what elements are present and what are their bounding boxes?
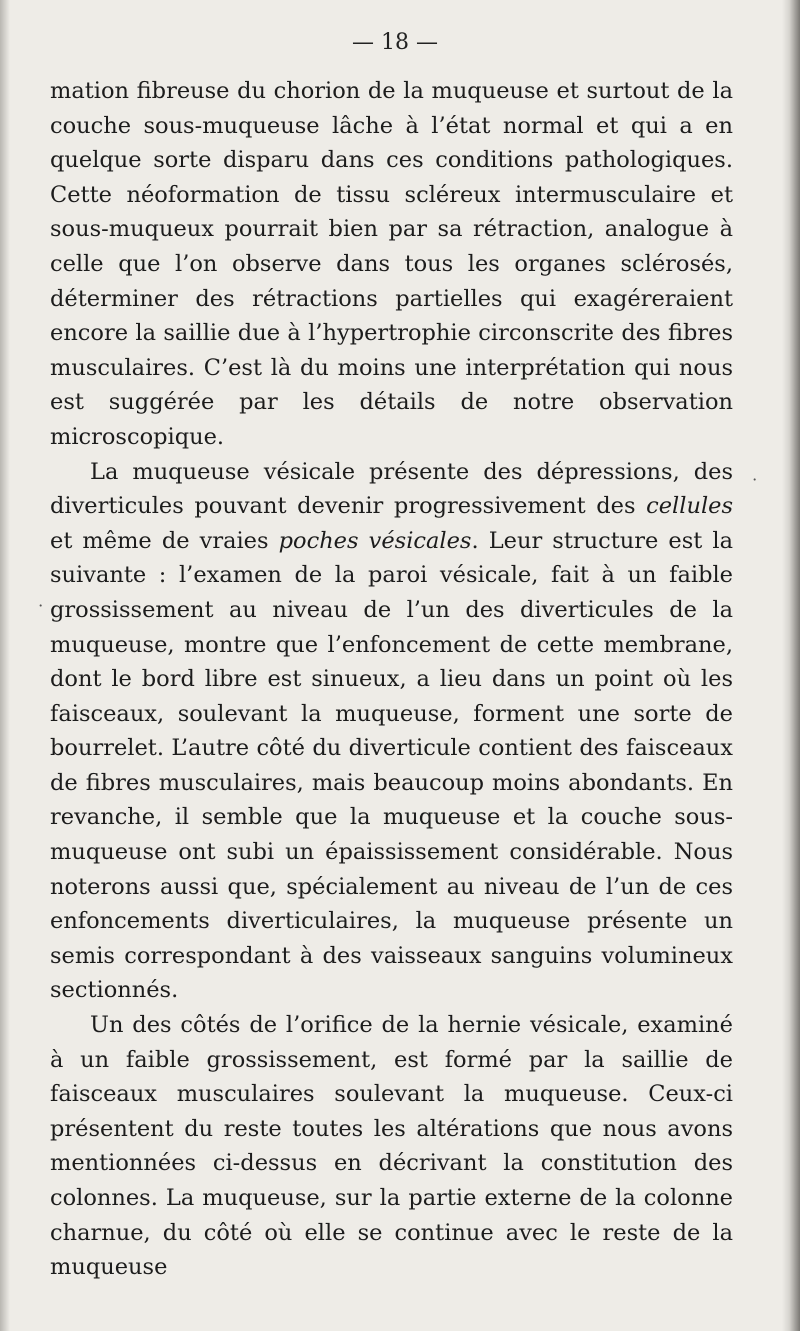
body-text xyxy=(50,74,733,1285)
paragraph-2-text-c: . Leur structure est la suivante : l’examen de la paroi vésicale, fait à un faible grossissement au niveau de l’un des diverticules de la muqueuse, montre que l’enfoncement de cette membrane, dont le bord libre est sinueux, a lieu dans un point où les faisceaux, soulevant la muqueuse, forment une sorte de bourrelet. L’autre côté du diverticule contient des faisceaux de fibres musculaires, mais beaucoup moins abondants. En revanche, il semble que la muqueuse et la couche sous-muqueuse ont subi un épaississement considérable. Nous noterons aussi que, spécialement au niveau de l’un de ces enfoncements diverticulaires, la muqueuse présente un semis correspondant à des vaisseaux sanguins volumineux sectionnés. xyxy=(50,527,733,1004)
page-number: — 18 — xyxy=(352,30,438,55)
italic-term-poches-vesicales: poches vésicales xyxy=(278,527,472,554)
paragraph-2 xyxy=(50,455,733,1009)
paragraph-2-text-a: La muqueuse vésicale présente des dépressions, des diverticules pouvant devenir progressivement des xyxy=(50,458,733,520)
paragraph-1: mation fibreuse du chorion de la muqueuse et surtout de la couche sous-muqueuse lâche à l’état normal et qui a en quelque sorte disparu dans ces conditions pathologiques. Cette néoformation de tissu scléreux intermusculaire et sous-muqueux pourrait bien par sa rétraction, analogue à celle que l’on observe dans tous les organes sclérosés, déterminer des rétractions partielles qui exagéreraient encore la saillie due à l’hypertrophie circonscrite des fibres musculaires. C’est là du moins une interprétation qui nous est suggérée par les détails de notre observation microscopique. xyxy=(50,78,733,450)
paragraph-2-text-b: et même de vraies xyxy=(50,527,279,554)
paragraph-3: Un des côtés de l’orifice de la hernie vésicale, examiné à un faible grossissement, est formé par la saillie de faisceaux musculaires soulevant la muqueuse. Ceux-ci présentent du reste toutes les altérations que nous avons mentionnées ci-dessus en décrivant la constitution des colonnes. La muqueuse, sur la partie externe de la colonne charnue, du côté où elle se continue avec le reste de la muqueuse xyxy=(50,1012,733,1281)
margin-dot: ⋅ xyxy=(38,596,44,615)
page-gutter-shadow xyxy=(0,0,10,1331)
italic-term-cellules: cellules xyxy=(646,493,733,520)
margin-mark: ⋅ xyxy=(752,470,758,489)
page-edge-shadow xyxy=(782,0,800,1331)
